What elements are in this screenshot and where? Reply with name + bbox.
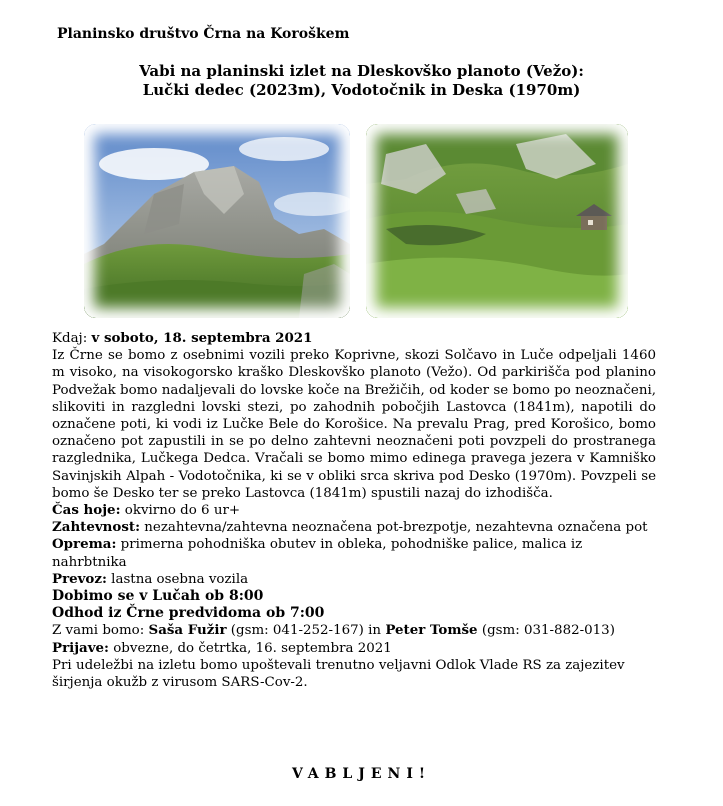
walking-time-value: okvirno do 6 ur+	[124, 503, 241, 519]
route-description: Iz Črne se bomo z osebnimi vozili preko Koprivne, skozi Solčavo in Luče odpeljali 1460 m visoko, na visokogorsko kraško Dleskovško planoto (Vežo). Od parkirišča pod planino Podvežak bomo nadaljevali do lovske koče na Brežičih, od koder se bomo po neoznačeni, slikoviti in razgledni lovski stezi, po zahodnih pobočjih Lastovca (1841m), napotili do označene poti, ki vodi iz Lučke Bele do Korošice. Na prevalu Prag, pred Korošico, bomo označeno pot zapustili in se po delno zahtevni neoznačeni poti povzpeli do prostranega razglednika, Lučkega Dedca. Vračali se bomo mimo edinega pravega jezera v Kamniško Savinjskih Alpah - Vodotočnika, ki se v obliki srca skriva pod Desko (1970m). Povzpeli se bomo še Desko ter se preko Lastovca (1841m) spustili nazaj do izhodišča.	[52, 348, 656, 501]
guides-prefix: Z vami bomo:	[52, 623, 145, 639]
guide-1-name: Saša Fužir	[148, 622, 227, 639]
guides-line	[52, 622, 656, 639]
invitation-title	[0, 62, 723, 100]
title-line-1: Vabi na planinski izlet na Dleskovško planoto (Vežo):	[139, 62, 584, 80]
gear-label: Oprema:	[52, 536, 117, 553]
walking-time-line	[52, 502, 656, 519]
when-line	[52, 330, 656, 347]
closing-invitation: VABLJENI!	[291, 766, 432, 782]
gear-value: primerna pohodniška obutev in obleka, pohodniške palice, malica iz nahrbtnika	[52, 537, 583, 570]
difficulty-value: nezahtevna/zahtevna neoznačena pot-brezpotje, nezahtevna označena pot	[144, 520, 648, 536]
mountain-peak-photo	[84, 124, 350, 318]
title-line-2: Lučki dedec (2023m), Vodotočnik in Deska (1970m)	[142, 81, 581, 99]
registration-line	[52, 640, 656, 657]
difficulty-line	[52, 519, 656, 536]
registration-value: obvezne, do četrtka, 16. septembra 2021	[113, 640, 392, 656]
transport-value: lastna osebna vozila	[111, 571, 249, 587]
meeting-point: Dobimo se v Lučah ob 8:00	[52, 588, 264, 605]
transport-line	[52, 571, 656, 588]
guide-1-phone: (gsm: 041-252-167)	[230, 623, 364, 639]
event-details	[52, 330, 656, 691]
walking-time-label: Čas hoje:	[52, 502, 121, 519]
difficulty-label: Zahtevnost:	[52, 519, 141, 536]
when-value: v soboto, 18. septembra 2021	[91, 330, 313, 346]
guides-connector: in	[368, 623, 382, 639]
departure-time: Odhod iz Črne predvidoma ob 7:00	[52, 605, 325, 622]
plateau-hut-photo	[366, 124, 628, 318]
covid-note: Pri udeležbi na izletu bomo upoštevali trenutno veljavni Odlok Vlade RS za zajezitev širjenja okužb z virusom SARS-Cov-2.	[52, 657, 625, 691]
organization-name: Planinsko društvo Črna na Koroškem	[57, 26, 350, 42]
guide-2-phone: (gsm: 031-882-013)	[481, 623, 615, 639]
guide-2-name: Peter Tomše	[385, 622, 478, 639]
when-label: Kdaj:	[52, 331, 88, 346]
transport-label: Prevoz:	[52, 570, 107, 587]
gear-line	[52, 536, 656, 570]
registration-label: Prijave:	[52, 639, 109, 656]
